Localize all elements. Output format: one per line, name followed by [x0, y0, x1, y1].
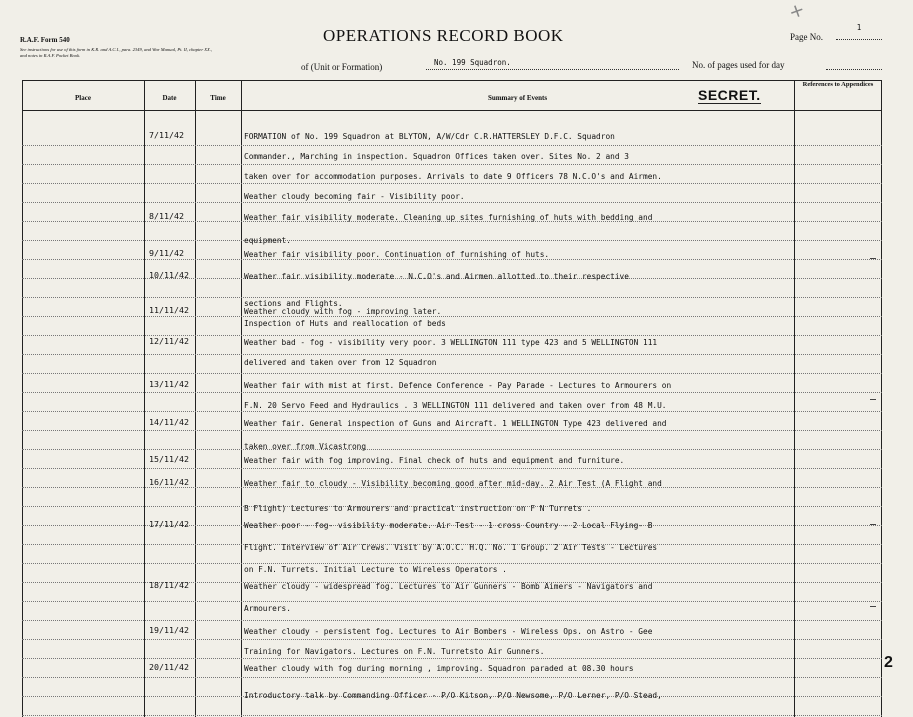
entry-date: 16/11/42 [149, 477, 189, 487]
entry-date: 20/11/42 [149, 662, 189, 672]
ruled-line [22, 658, 882, 659]
margin-note: 2 [884, 654, 893, 671]
unit-value: No. 199 Squadron. [426, 58, 679, 70]
column-header-place: Place [75, 94, 91, 102]
entry-date: 18/11/42 [149, 580, 189, 590]
classification-stamp: SECRET. [698, 87, 761, 103]
form-number: R.A.F. Form 540 [20, 36, 70, 44]
ruled-line [22, 430, 882, 431]
entry-date: 10/11/42 [149, 270, 189, 280]
ruled-line [22, 373, 882, 374]
ruled-line [22, 354, 882, 355]
entry-text-line: Weather bad - fog - visibility very poor. 3 WELLINGTON 111 type 423 and 5 WELLINGTON 111 [244, 338, 658, 347]
entry-text-line: Introductory talk by Commanding Officer - P/O Kitson, P/O Newsome, P/O Lerner, P/O Stead, [244, 691, 662, 700]
ruled-line [22, 411, 882, 412]
ruled-line [22, 259, 882, 260]
column-divider [241, 80, 242, 717]
entry-text-line: Weather cloudy with fog - improving later. [244, 307, 442, 316]
page-title: OPERATIONS RECORD BOOK [323, 26, 564, 45]
entry-text-line: Weather cloudy with fog during morning , improving. Squadron paraded at 08.30 hours [244, 664, 634, 673]
ruled-line [22, 164, 882, 165]
entry-text-line: Commander., Marching in inspection. Squadron Offices taken over. Sites No. 2 and 3 [244, 152, 629, 161]
unit-label: of (Unit or Formation) [301, 62, 383, 72]
entry-text-line: on F.N. Turrets. Initial Lecture to Wireless Operators . [244, 565, 507, 574]
ruled-line [22, 677, 882, 678]
ruled-line [22, 145, 882, 146]
entry-text-line: Armourers. [244, 604, 291, 613]
ruled-line [22, 240, 882, 241]
entry-text-line: Inspection of Huts and reallocation of beds [244, 319, 446, 328]
table-header-rule [22, 110, 882, 111]
ruled-line [22, 297, 882, 298]
entry-text-line: sections and Flights. [244, 299, 343, 308]
entry-text-line: Weather fair visibility poor. Continuation of furnishing of huts. [244, 250, 550, 259]
entry-date: 15/11/42 [149, 454, 189, 464]
entry-text-line: equipment. [244, 236, 291, 245]
ruled-line [22, 601, 882, 602]
entry-text-line: Weather poor - fog- visibility moderate. Air Test - 1 cross Country - 2 Local Flying- B [244, 521, 653, 530]
entry-text-line: Weather fair with mist at first. Defence Conference - Pay Parade - Lectures to Armourers on [244, 381, 672, 390]
column-divider [195, 80, 196, 717]
record-table [22, 80, 882, 717]
entry-date: 19/11/42 [149, 625, 189, 635]
margin-tick [870, 399, 876, 400]
ruled-line [22, 639, 882, 640]
ruled-line [22, 468, 882, 469]
form-instructions: See instructions for use of this form in K.R. and A.C.I., para. 2349, and War Manual, Pt. II, chapter XX., and notes in R.A.F. Pocket Book. [20, 47, 213, 58]
column-header-references: References to Appendices [802, 81, 874, 88]
column-header-date: Date [162, 94, 177, 102]
entry-text-line: Weather fair to cloudy - Visibility becoming good after mid-day. 2 Air Test (A Flight and [244, 479, 662, 488]
pages-used-value [826, 59, 882, 70]
entry-text-line: Weather fair. General inspection of Guns and Aircraft. 1 WELLINGTON Type 423 delivered and [244, 419, 667, 428]
table-top-rule [22, 80, 882, 81]
column-header-time: Time [210, 94, 226, 102]
page-number-value: 1 [836, 23, 882, 40]
ruled-line [22, 316, 882, 317]
entry-text-line: Training for Navigators. Lectures on F.N. Turretsto Air Gunners. [244, 647, 545, 656]
entry-date: 17/11/42 [149, 519, 189, 529]
entry-text-line: F.N. 20 Servo Feed and Hydraulics . 3 WELLINGTON 111 delivered and taken over from 48 M.U. [244, 401, 667, 410]
ruled-line [22, 202, 882, 203]
margin-tick [870, 258, 876, 259]
margin-tick [870, 606, 876, 607]
entry-text-line: Weather fair with fog improving. Final check of huts and equipment and furniture. [244, 456, 625, 465]
entry-date: 11/11/42 [149, 305, 189, 315]
column-divider [22, 80, 23, 717]
entry-text-line: B Flight) Lectures to Armourers and practical instruction on F N Turrets . [244, 504, 592, 513]
ruled-line [22, 715, 882, 716]
entry-date: 13/11/42 [149, 379, 189, 389]
column-divider [144, 80, 145, 717]
margin-tick [870, 524, 876, 525]
ruled-line [22, 183, 882, 184]
entry-text-line: taken over for accommodation purposes. Arrivals to date 9 Officers 78 N.C.O's and Airmen. [244, 172, 662, 181]
entry-text-line: taken over from Vicastrong [244, 442, 367, 451]
pages-used-label: No. of pages used for day [692, 60, 785, 70]
entry-text-line: Weather fair visibility moderate. Cleaning up sites furnishing of huts with bedding and [244, 213, 653, 222]
entry-text-line: Flight. Interview of Air Crews. Visit by A.O.C. H.Q. No. 1 Group. 2 Air Tests - Lectures [244, 543, 658, 552]
entry-date: 9/11/42 [149, 248, 184, 258]
entry-date: 14/11/42 [149, 417, 189, 427]
ruled-line [22, 563, 882, 564]
entry-date: 8/11/42 [149, 211, 184, 221]
page-number-label: Page No. [790, 32, 823, 42]
ruled-line [22, 392, 882, 393]
ruled-line [22, 449, 882, 450]
entry-text-line: Weather fair visibility moderate - N.C.O's and Airmen allotted to their respective [244, 272, 629, 281]
entry-date: 12/11/42 [149, 336, 189, 346]
column-divider [881, 80, 882, 717]
column-divider [794, 80, 795, 717]
entry-text-line: FORMATION of No. 199 Squadron at BLYTON, A/W/Cdr C.R.HATTERSLEY D.F.C. Squadron [244, 132, 615, 141]
column-header-summary: Summary of Events [487, 94, 548, 102]
entry-text-line: Weather cloudy - persistent fog. Lectures to Air Bombers - Wireless Ops. on Astro - Gee [244, 627, 653, 636]
corner-mark-icon: ✕ [786, 0, 807, 23]
ruled-line [22, 620, 882, 621]
entry-text-line: Weather cloudy - widespread fog. Lectures to Air Gunners - Bomb Aimers - Navigators and [244, 582, 653, 591]
entry-text-line: Weather cloudy becoming fair - Visibility poor. [244, 192, 465, 201]
entry-date: 7/11/42 [149, 130, 184, 140]
entry-text-line: delivered and taken over from 12 Squadron [244, 358, 437, 367]
